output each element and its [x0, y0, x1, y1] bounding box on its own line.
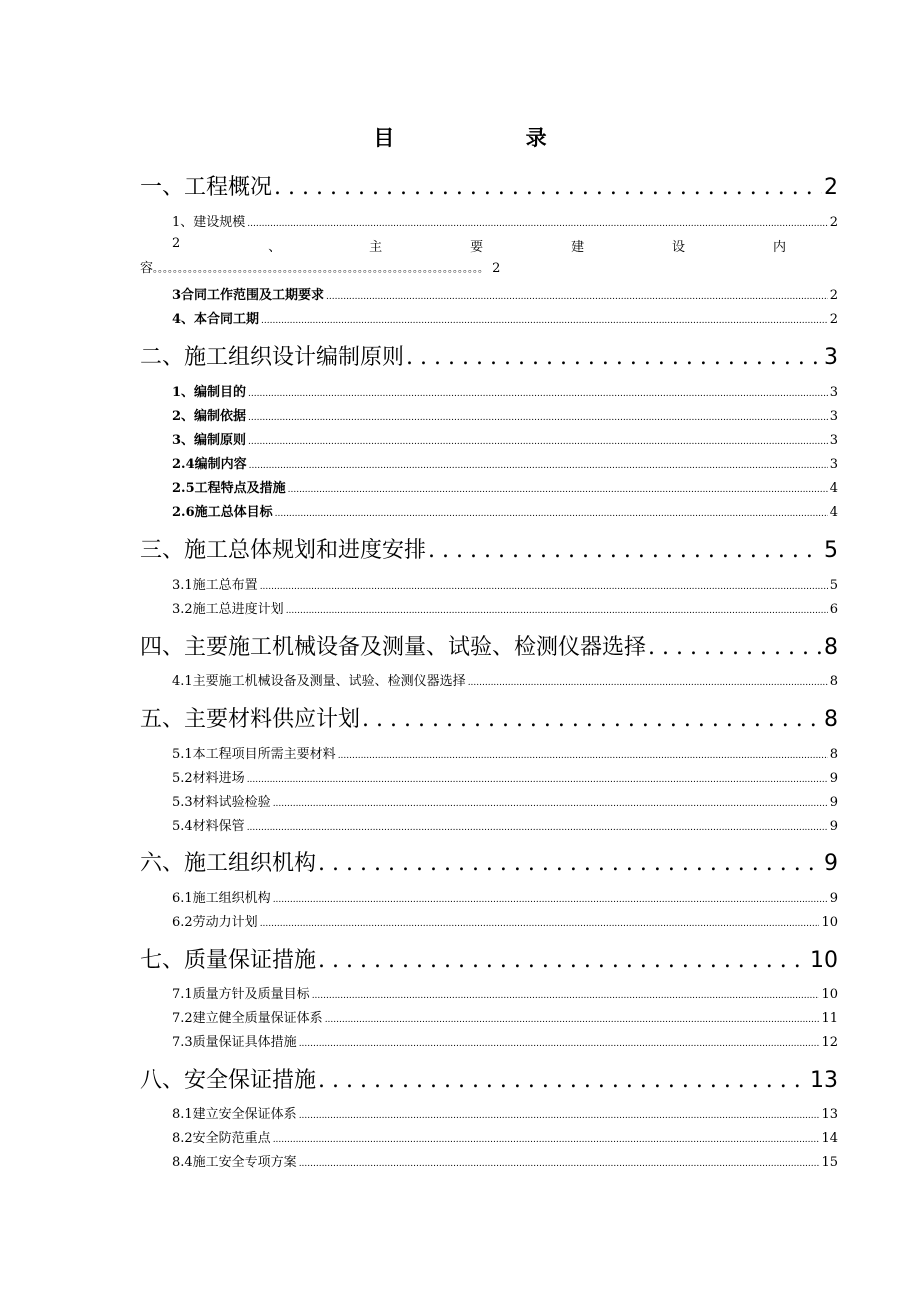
- toc-item-6-2[interactable]: [140, 911, 838, 930]
- leader-dots: [338, 751, 828, 761]
- section-label: 六、施工组织机构: [140, 851, 317, 876]
- toc-item-2-4[interactable]: [140, 453, 838, 472]
- toc-item-8-4[interactable]: [140, 1151, 838, 1170]
- page-number: 15: [821, 1155, 838, 1170]
- leader-dots: [362, 707, 822, 732]
- toc-item-8-2[interactable]: [140, 1127, 838, 1146]
- item-label: 2.4编制内容: [172, 457, 247, 472]
- leader-dots: [261, 316, 828, 326]
- item-label: 8.4施工安全专项方案: [172, 1155, 297, 1170]
- item-label: 6.1施工组织机构: [172, 891, 271, 906]
- toc-item-7-3[interactable]: [140, 1031, 838, 1050]
- leader-dots: [318, 948, 808, 973]
- toc-item-1-1[interactable]: [140, 211, 838, 230]
- section-label: 五、主要材料供应计划: [140, 707, 361, 732]
- page-number: 6: [829, 602, 838, 617]
- leader-dots: [260, 582, 828, 592]
- page-number: 2: [492, 261, 501, 276]
- item-label-part: 主: [369, 240, 383, 255]
- toc-section-7[interactable]: [140, 943, 838, 974]
- page-number: 2: [829, 312, 838, 327]
- leader-dots: [275, 509, 828, 519]
- page-number: 11: [821, 1011, 838, 1026]
- item-label-part: 、: [268, 240, 282, 255]
- leader-dots: [260, 919, 820, 929]
- toc-item-7-2[interactable]: [140, 1007, 838, 1026]
- page-number: 9: [829, 795, 838, 810]
- page-number: 9: [829, 891, 838, 906]
- toc-item-2-3[interactable]: [140, 429, 838, 448]
- page-number: 3: [829, 457, 838, 472]
- leader-dots: [273, 799, 828, 809]
- leader-dots: [247, 775, 828, 785]
- leader-dots: [468, 678, 828, 688]
- page-number: 5: [829, 578, 838, 593]
- toc-item-4-1[interactable]: [140, 670, 838, 689]
- leader-dots: [286, 606, 828, 616]
- page-number: 3: [829, 433, 838, 448]
- toc-item-5-4[interactable]: [140, 815, 838, 834]
- item-label-part: 建: [571, 240, 585, 255]
- page-number: 9: [829, 819, 838, 834]
- toc-item-3-2[interactable]: [140, 598, 838, 617]
- section-label: 三、施工总体规划和进度安排: [140, 538, 427, 563]
- section-label: 一、工程概况: [140, 175, 273, 200]
- leader-dots: [312, 991, 820, 1001]
- page-number: 9: [824, 851, 838, 876]
- leader-circles: 。。。。。。。。。。。。。。。。。。。。。。。。。。。。。。。。。。。。。。。。。。。。。。。。。。。。。。。。。。。。。。。。。。: [153, 264, 489, 275]
- leader-dots: [318, 1068, 808, 1093]
- leader-dots: [648, 635, 822, 660]
- page-number: 2: [829, 288, 838, 303]
- section-label: 二、施工组织设计编制原则: [140, 345, 405, 370]
- item-label: 3.1施工总布置: [172, 578, 258, 593]
- toc-item-5-1[interactable]: [140, 743, 838, 762]
- toc-section-8[interactable]: [140, 1063, 838, 1094]
- page-number: 10: [821, 987, 838, 1002]
- toc-section-3[interactable]: [140, 533, 838, 564]
- page-number: 3: [824, 345, 838, 370]
- leader-dots: [248, 437, 828, 447]
- page-number: 2: [829, 215, 838, 230]
- leader-dots: [299, 1111, 820, 1121]
- page-number: 4: [829, 505, 838, 520]
- item-label: 8.1建立安全保证体系: [172, 1107, 297, 1122]
- item-label-part: 要: [470, 240, 484, 255]
- leader-dots: [288, 485, 828, 495]
- leader-dots: [299, 1039, 820, 1049]
- toc-item-5-3[interactable]: [140, 791, 838, 810]
- page-number: 2: [824, 175, 838, 200]
- item-label: 5.2材料进场: [172, 771, 245, 786]
- item-label: 1、建设规模: [172, 215, 246, 230]
- leader-dots: [326, 292, 828, 302]
- leader-dots: [248, 389, 828, 399]
- section-label: 七、质量保证措施: [140, 948, 317, 973]
- leader-dots: [247, 823, 828, 833]
- toc-item-6-1[interactable]: [140, 887, 838, 906]
- page-number: 8: [829, 747, 838, 762]
- item-label: 3合同工作范围及工期要求: [172, 288, 325, 303]
- leader-dots: [299, 1159, 820, 1169]
- leader-dots: [273, 895, 828, 905]
- page-number: 8: [824, 707, 838, 732]
- page-number: 3: [829, 385, 838, 400]
- toc-item-5-2[interactable]: [140, 767, 838, 786]
- leader-dots: [249, 461, 828, 471]
- toc-item-1-3[interactable]: [140, 284, 838, 303]
- item-label-part: 设: [672, 240, 686, 255]
- item-label: 6.2劳动力计划: [172, 915, 258, 930]
- page-number: 12: [821, 1035, 838, 1050]
- toc-item-2-1[interactable]: [140, 381, 838, 400]
- toc-item-8-1[interactable]: [140, 1103, 838, 1122]
- page-number: 14: [821, 1131, 838, 1146]
- item-label: 8.2安全防范重点: [172, 1131, 271, 1146]
- item-label: 2.6施工总体目标: [172, 505, 273, 520]
- leader-dots: [248, 413, 828, 423]
- item-label: 5.4材料保管: [172, 819, 245, 834]
- leader-dots: [428, 538, 822, 563]
- toc-section-6[interactable]: [140, 846, 838, 877]
- item-label: 5.1本工程项目所需主要材料: [172, 747, 336, 762]
- item-label: 4.1主要施工机械设备及测量、试验、检测仪器选择: [172, 674, 466, 689]
- leader-dots: [318, 851, 822, 876]
- page-number: 5: [824, 538, 838, 563]
- item-label: 7.3质量保证具体措施: [172, 1035, 297, 1050]
- toc-title: 目 录: [373, 125, 609, 150]
- toc-section-2[interactable]: [140, 340, 838, 371]
- toc-item-2-5[interactable]: [140, 477, 838, 496]
- item-label: 5.3材料试验检验: [172, 795, 271, 810]
- item-label-part: 内: [772, 240, 786, 255]
- toc-section-1[interactable]: [140, 170, 838, 201]
- leader-dots: [273, 1135, 820, 1145]
- section-label: 四、主要施工机械设备及测量、试验、检测仪器选择: [140, 635, 647, 660]
- toc-item-2-6[interactable]: [140, 501, 838, 520]
- page-number: 10: [810, 948, 838, 973]
- page-number: 9: [829, 771, 838, 786]
- item-label: 2.5工程特点及措施: [172, 481, 286, 496]
- item-label: 3、编制原则: [172, 433, 247, 448]
- page-number: 8: [829, 674, 838, 689]
- toc-item-2-2[interactable]: [140, 405, 838, 424]
- page-number: 13: [821, 1107, 838, 1122]
- section-label: 八、安全保证措施: [140, 1068, 317, 1093]
- item-label: 3.2施工总进度计划: [172, 602, 284, 617]
- item-label: 1、编制目的: [172, 385, 247, 400]
- toc-item-3-1[interactable]: [140, 574, 838, 593]
- item-label-part: 容: [140, 261, 154, 276]
- page-number: 13: [810, 1068, 838, 1093]
- toc-item-1-2[interactable]: [140, 236, 838, 276]
- page-number: 3: [829, 409, 838, 424]
- item-label: 4、本合同工期: [172, 312, 260, 327]
- item-label: 2、编制依据: [172, 409, 247, 424]
- leader-dots: [247, 219, 827, 229]
- item-label: 7.2建立健全质量保证体系: [172, 1011, 323, 1026]
- toc-section-4[interactable]: [140, 630, 838, 661]
- toc-section-5[interactable]: [140, 702, 838, 733]
- leader-dots: [406, 345, 822, 370]
- page-number: 4: [829, 481, 838, 496]
- page-number: 10: [821, 915, 838, 930]
- toc-item-1-4[interactable]: [140, 308, 838, 327]
- leader-dots: [325, 1015, 820, 1025]
- page-number: 8: [824, 635, 838, 660]
- toc-item-7-1[interactable]: [140, 983, 838, 1002]
- item-label: 7.1质量方针及质量目标: [172, 987, 310, 1002]
- item-label-part: 2: [172, 236, 181, 251]
- leader-dots: [274, 175, 822, 200]
